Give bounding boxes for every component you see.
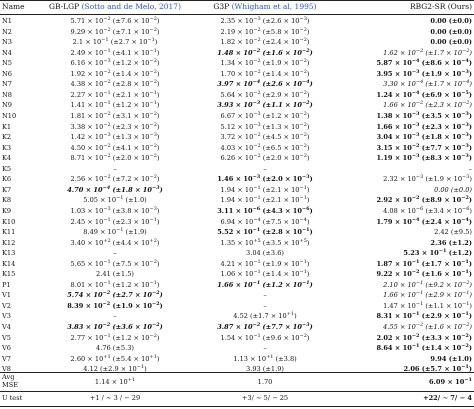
rbg2sr-value: $2.10 \times 10^{-1}$ $(\pm 9.2 \times 10^{-2})$ [383, 279, 472, 289]
table-row [0, 37, 474, 48]
g3p-value: $4.03 \times 10^{-2}$ $(\pm 6.5 \times 10^{-2})$ [220, 142, 310, 152]
utest-rule [0, 391, 474, 392]
header-col2-label: G3P [213, 2, 230, 11]
rbg2sr-value: $1.62 \times 10^{-2}$ $(\pm 1.7 \times 10^{-2})$ [383, 47, 472, 57]
table-row [0, 311, 474, 322]
row-name: K6 [2, 175, 12, 184]
row-name: K3 [2, 143, 12, 152]
row-name: V2 [2, 301, 11, 310]
row-name: K4 [2, 154, 12, 163]
table-row [0, 322, 474, 333]
table-row [0, 143, 474, 154]
g3p-value: $1.34 \times 10^{-2}$ $(\pm 1.9 \times 10^{-2})$ [220, 58, 310, 68]
rbg2sr-value: 2.42 (±9.5) [434, 228, 472, 236]
row-name: K13 [2, 249, 16, 258]
g3p-value: $1.46 \times 10^{-3}$ $(\pm 2.0 \times 10^{-3})$ [217, 174, 313, 184]
g3p-value: $3.72 \times 10^{-2}$ $(\pm 4.5 \times 10^{-2})$ [220, 132, 310, 142]
bottom-rule [0, 406, 474, 407]
table-row [0, 217, 474, 228]
rbg2sr-value: 0.00 (±0.0) [430, 38, 472, 47]
avg-row [0, 373, 474, 390]
gblgp-value: $2.56 \times 10^{-2}$ $(\pm 7.2 \times 10^{-2})$ [70, 174, 160, 184]
g3p-value: – [263, 164, 267, 173]
table-row [0, 90, 474, 101]
table-row [0, 238, 474, 249]
rbg2sr-value: $1.87 \times 10^{-1}$ $(\pm 1.7 \times 10^{-1})$ [376, 258, 472, 268]
gblgp-value: 2.41 (±1.5) [96, 270, 134, 279]
rbg2sr-value: $1.66 \times 10^{-3}$ $(\pm 2.3 \times 10^{-3})$ [376, 121, 472, 131]
gblgp-value: – [113, 249, 117, 258]
gblgp-value: – [113, 312, 117, 321]
row-name: N6 [2, 69, 12, 78]
gblgp-value: $2.1 \times 10^{-1}$ $(\pm 2.7 \times 10^{-1})$ [72, 37, 158, 47]
rbg2sr-value: 0.00 (±0.0) [434, 185, 472, 194]
row-name: N10 [2, 112, 17, 120]
row-name: K2 [2, 133, 12, 142]
row-name: K9 [2, 206, 12, 215]
g3p-value: – [263, 301, 267, 310]
rbg2sr-value: $3.04 \times 10^{-3}$ $(\pm 1.8 \times 10^{-3})$ [376, 132, 472, 142]
table-row [0, 58, 474, 69]
gblgp-value: $2.27 \times 10^{-1}$ $(\pm 2.1 \times 10^{-1})$ [70, 89, 160, 99]
row-name: N1 [2, 17, 12, 25]
table-row [0, 301, 474, 312]
gblgp-value: $6.16 \times 10^{-3}$ $(\pm 1.2 \times 10^{-2})$ [70, 58, 160, 68]
row-name: V7 [2, 354, 11, 363]
rbg2sr-value: $8.64 \times 10^{-1}$ $(\pm 1.4 \times 10^{-2})$ [376, 343, 472, 353]
table-row [0, 122, 474, 133]
rbg2sr-value: $1.19 \times 10^{-3}$ $(\pm 8.3 \times 10^{-3})$ [376, 153, 472, 163]
header-rule [0, 14, 474, 15]
rbg2sr-value: $2.32 \times 10^{-3}$ $(\pm 1.9 \times 10^{-3})$ [383, 174, 472, 184]
table-row [0, 132, 474, 143]
rbg2sr-value: $3.15 \times 10^{-2}$ $(\pm 7.7 \times 10^{-3})$ [376, 142, 472, 152]
rbg2sr-value: $1.24 \times 10^{-4}$ $(\pm 6.9 \times 10^{-5})$ [376, 89, 472, 99]
row-name: V4 [2, 323, 11, 331]
g3p-value: $3.11 \times 10^{-6}$ $(\pm 4.3 \times 10^{-6})$ [217, 205, 313, 215]
rbg2sr-value: $4.55 \times 10^{-2}$ $(\pm 1.6 \times 10^{-2})$ [383, 322, 472, 331]
table-row [0, 79, 474, 90]
top-rule [0, 0, 474, 1]
row-name: K10 [2, 217, 16, 226]
row-name: V1 [2, 291, 11, 300]
header-col2-cite[interactable]: (Whigham et al, 1995) [231, 2, 317, 11]
row-name: N3 [2, 38, 12, 47]
rbg2sr-value: $1.66 \times 10^{-1}$ $(\pm 2.9 \times 10^{-1})$ [383, 290, 472, 300]
row-name: N5 [2, 59, 12, 68]
rbg2sr-value: $1.38 \times 10^{-3}$ $(\pm 3.5 \times 10^{-3})$ [376, 111, 472, 120]
row-name: N7 [2, 80, 12, 89]
row-name: K1 [2, 122, 12, 131]
utest-col2: +3/ ∼ 5/ − 25 [241, 394, 289, 402]
g3p-value: $1.82 \times 10^{-2}$ $(\pm 2.4 \times 10^{-2})$ [220, 37, 310, 47]
rbg2sr-value: $2.92 \times 10^{-2}$ $(\pm 8.9 \times 10^{-2})$ [376, 195, 472, 205]
table-row [0, 195, 474, 206]
utest-col1: +1 / ∼ 3 / − 29 [89, 394, 141, 402]
header-name: Name [2, 2, 25, 11]
utest-row [0, 393, 474, 404]
table-row [0, 48, 474, 59]
gblgp-value: – [113, 164, 117, 173]
table-row [0, 185, 474, 196]
gblgp-value: $5.71 \times 10^{-2}$ $(\pm 7.6 \times 10^{-2})$ [70, 16, 160, 25]
rbg2sr-value: 0.00 (±0.0) [430, 27, 472, 36]
table-row [0, 354, 474, 365]
header-col1-cite[interactable]: (Sotto and de Melo, 2017) [81, 2, 182, 11]
rbg2sr-value: – [468, 164, 472, 173]
header-col3: RBG2-SR (Ours) [409, 2, 472, 11]
g3p-value: $6.94 \times 10^{-4}$ $(\pm 7.5 \times 10^{-4})$ [220, 216, 310, 226]
row-name: K14 [2, 259, 16, 268]
table-row [0, 206, 474, 217]
rbg2sr-value: $2.02 \times 10^{-2}$ $(\pm 3.3 \times 10^{-2})$ [376, 332, 472, 342]
table-row [0, 16, 474, 27]
g3p-value: $1.48 \times 10^{-2}$ $(\pm 1.6 \times 10^{-2})$ [217, 47, 313, 57]
gblgp-value: $5.65 \times 10^{-1}$ $(\pm 7.5 \times 10^{-2})$ [70, 258, 160, 268]
g3p-value: $1.35 \times 10^{+5}$ $(\pm 3.5 \times 10^{+5})$ [220, 237, 310, 247]
g3p-value: 4.52 $(\pm 1.7 \times 10^{+1})$ [233, 311, 297, 321]
table-row [0, 164, 474, 175]
g3p-value: $4.21 \times 10^{-1}$ $(\pm 1.9 \times 10^{-1})$ [220, 258, 310, 268]
header-col2 [190, 2, 340, 11]
row-name: N9 [2, 101, 12, 110]
gblgp-value: $5.74 \times 10^{-2}$ $(\pm 2.7 \times 10^{-2})$ [67, 290, 163, 300]
table-row [0, 227, 474, 238]
gblgp-value: $2.49 \times 10^{-1}$ $(\pm 4.1 \times 10^{-1})$ [70, 47, 160, 57]
rbg2sr-value: 2.36 (±1.2) [430, 238, 472, 247]
g3p-value: $3.93 \times 10^{-3}$ $(\pm 1.1 \times 10^{-2})$ [217, 100, 313, 110]
table-row [0, 259, 474, 270]
rbg2sr-value: $5.23 \times 10^{-1}$ (±1.2) [403, 248, 472, 258]
rbg2sr-value: $5.87 \times 10^{-4}$ $(\pm 8.6 \times 10^{-4})$ [376, 58, 472, 68]
row-name: V5 [2, 333, 11, 342]
g3p-value: $1.54 \times 10^{-1}$ $(\pm 9.6 \times 10^{-2})$ [220, 332, 310, 342]
avg-col3: $6.09 \times 10^{-1}$ [428, 377, 472, 386]
rbg2sr-value: 2.06 $(\pm 5.7 \times 10^{-1})$ [403, 364, 472, 374]
header-col1-label: GB-LGP [48, 2, 80, 11]
g3p-value: 3.04 (±3.6) [246, 249, 284, 258]
avg-col2: 1.70 [257, 378, 273, 386]
row-name: K7 [2, 185, 12, 194]
rbg2sr-value: 9.94 (±1.0) [430, 354, 472, 363]
row-name: P1 [2, 280, 11, 289]
table-row [0, 111, 474, 122]
gblgp-value: $1.81 \times 10^{-2}$ $(\pm 3.1 \times 10^{-2})$ [70, 111, 160, 120]
gblgp-value: $8.39 \times 10^{-2}$ $(\pm 1.9 \times 10^{-2})$ [67, 300, 163, 310]
rbg2sr-value: $3.95 \times 10^{-3}$ $(\pm 1.9 \times 10^{-3})$ [376, 68, 472, 78]
rbg2sr-value: $1.47 \times 10^{-1}$ $(\pm 1.1 \times 10^{-1})$ [383, 300, 472, 310]
gblgp-value: $4.50 \times 10^{-2}$ $(\pm 4.1 \times 10^{-2})$ [70, 142, 160, 152]
row-name: K15 [2, 270, 16, 279]
g3p-value: – [263, 344, 267, 353]
avg-label-line2: MSE [2, 381, 19, 389]
gblgp-value: $9.29 \times 10^{-2}$ $(\pm 7.1 \times 10^{-2})$ [70, 26, 160, 36]
gblgp-value: $1.41 \times 10^{-1}$ $(\pm 1.2 \times 10^{-1})$ [70, 100, 160, 110]
row-name: K5 [2, 164, 12, 173]
table-row [0, 269, 474, 280]
g3p-value: $3.97 \times 10^{-4}$ $(\pm 2.6 \times 10^{-4})$ [217, 79, 313, 89]
table-row [0, 280, 474, 291]
g3p-value: $1.94 \times 10^{-1}$ $(\pm 2.1 \times 10^{-1})$ [220, 184, 310, 194]
gblgp-value: $1.92 \times 10^{-2}$ $(\pm 1.4 \times 10^{-2})$ [70, 68, 160, 78]
g3p-value: $6.67 \times 10^{-3}$ $(\pm 1.2 \times 10^{-2})$ [220, 111, 310, 120]
table-row [0, 27, 474, 38]
row-name: V6 [2, 344, 11, 353]
g3p-value: $5.64 \times 10^{-2}$ $(\pm 2.9 \times 10^{-2})$ [220, 89, 310, 99]
g3p-value: $1.94 \times 10^{-1}$ $(\pm 2.1 \times 10^{-1})$ [220, 195, 310, 205]
row-name: N8 [2, 90, 12, 99]
utest-label: U test [2, 394, 23, 402]
table-row [0, 343, 474, 354]
g3p-value: $2.19 \times 10^{-2}$ $(\pm 5.8 \times 10^{-2})$ [220, 26, 310, 36]
g3p-value: $2.35 \times 10^{-3}$ $(\pm 2.6 \times 10^{-3})$ [220, 16, 310, 25]
rbg2sr-value: $1.66 \times 10^{-2}$ $(\pm 2.3 \times 10^{-2})$ [383, 100, 472, 110]
table-row [0, 100, 474, 111]
gblgp-value: $8.71 \times 10^{-2}$ $(\pm 2.0 \times 10^{-2})$ [70, 153, 160, 163]
row-name: K11 [2, 228, 16, 236]
row-name: K12 [2, 238, 16, 247]
row-name: N4 [2, 48, 12, 57]
g3p-value: $5.52 \times 10^{-1}$ $(\pm 2.8 \times 10^{-1})$ [217, 227, 313, 236]
rbg2sr-value: $8.31 \times 10^{-1}$ $(\pm 2.9 \times 10^{-1})$ [376, 311, 472, 321]
table-row [0, 174, 474, 185]
table-row [0, 69, 474, 80]
avg-col1: $1.14 \times 10^{+1}$ [94, 377, 136, 386]
gblgp-value: $1.42 \times 10^{-3}$ $(\pm 1.3 \times 10^{-3})$ [70, 132, 160, 142]
table-row [0, 290, 474, 301]
gblgp-value: $5.05 \times 10^{-1}$ (±1.0) [83, 195, 147, 205]
g3p-value: $1.70 \times 10^{-2}$ $(\pm 1.4 \times 10^{-2})$ [220, 68, 310, 78]
gblgp-value: $8.49 \times 10^{-1}$ (±1.9) [83, 227, 147, 236]
gblgp-value: $2.45 \times 10^{-1}$ $(\pm 2.3 \times 10^{-1})$ [70, 216, 160, 226]
rbg2sr-value: $3.30 \times 10^{-4}$ $(\pm 1.7 \times 10^{-4})$ [383, 79, 472, 89]
table-row [0, 333, 474, 344]
g3p-value: $1.06 \times 10^{-1}$ $(\pm 1.4 \times 10^{-1})$ [220, 269, 310, 279]
rbg2sr-value: $1.79 \times 10^{-4}$ $(\pm 2.4 \times 10^{-4})$ [376, 216, 472, 226]
header-col1 [40, 2, 190, 11]
gblgp-value: $2.77 \times 10^{-1}$ $(\pm 1.2 \times 10^{-2})$ [70, 332, 160, 342]
table-row [0, 153, 474, 164]
g3p-value: $5.12 \times 10^{-3}$ $(\pm 1.3 \times 10^{-2})$ [220, 121, 310, 131]
row-name: V8 [2, 365, 11, 374]
gblgp-value: $8.01 \times 10^{-1}$ $(\pm 1.2 \times 10^{-1})$ [70, 279, 160, 289]
g3p-value: 3.93 (±1.9) [246, 365, 284, 374]
g3p-value: $1.66 \times 10^{-1}$ $(\pm 1.2 \times 10^{-1})$ [217, 279, 313, 289]
avg-label-line1: Avg [2, 373, 15, 381]
gblgp-value: 4.76 (±5.3) [96, 344, 134, 353]
g3p-value: $3.87 \times 10^{-2}$ $(\pm 7.7 \times 10^{-3})$ [217, 322, 313, 331]
utest-col3: +22/ ∼ 7/ − 4 [423, 394, 472, 402]
gblgp-value: $1.03 \times 10^{-3}$ $(\pm 3.8 \times 10^{-3})$ [70, 205, 160, 215]
row-name: K8 [2, 196, 12, 205]
gblgp-value: $4.70 \times 10^{-4}$ $(\pm 1.8 \times 10^{-3})$ [67, 184, 163, 194]
gblgp-value: $2.60 \times 10^{+1}$ $(\pm 5.4 \times 10^{+1})$ [70, 353, 160, 363]
table-row [0, 248, 474, 259]
rbg2sr-value: $4.08 \times 10^{-6}$ $(\pm 3.4 \times 10^{-6})$ [383, 205, 472, 215]
gblgp-value: $3.38 \times 10^{-2}$ $(\pm 2.3 \times 10^{-2})$ [70, 121, 160, 131]
row-name: N2 [2, 27, 12, 36]
rbg2sr-value: $9.22 \times 10^{-2}$ $(\pm 1.6 \times 10^{-1})$ [376, 269, 472, 279]
gblgp-value: 4.12 $(\pm 2.9 \times 10^{-1})$ [83, 364, 147, 374]
g3p-value: $1.13 \times 10^{+1}$ (±3.8) [233, 353, 297, 363]
gblgp-value: $3.83 \times 10^{-2}$ $(\pm 3.6 \times 10^{-2})$ [67, 322, 163, 331]
gblgp-value: $3.40 \times 10^{+2}$ $(\pm 4.4 \times 10^{+2})$ [70, 237, 160, 247]
g3p-value: $6.26 \times 10^{-2}$ $(\pm 2.0 \times 10^{-2})$ [220, 153, 310, 163]
gblgp-value: $4.38 \times 10^{-2}$ $(\pm 2.8 \times 10^{-2})$ [70, 79, 160, 89]
g3p-value: – [263, 291, 267, 300]
row-name: V3 [2, 312, 11, 321]
rbg2sr-value: 0.00 (±0.0) [430, 17, 472, 25]
